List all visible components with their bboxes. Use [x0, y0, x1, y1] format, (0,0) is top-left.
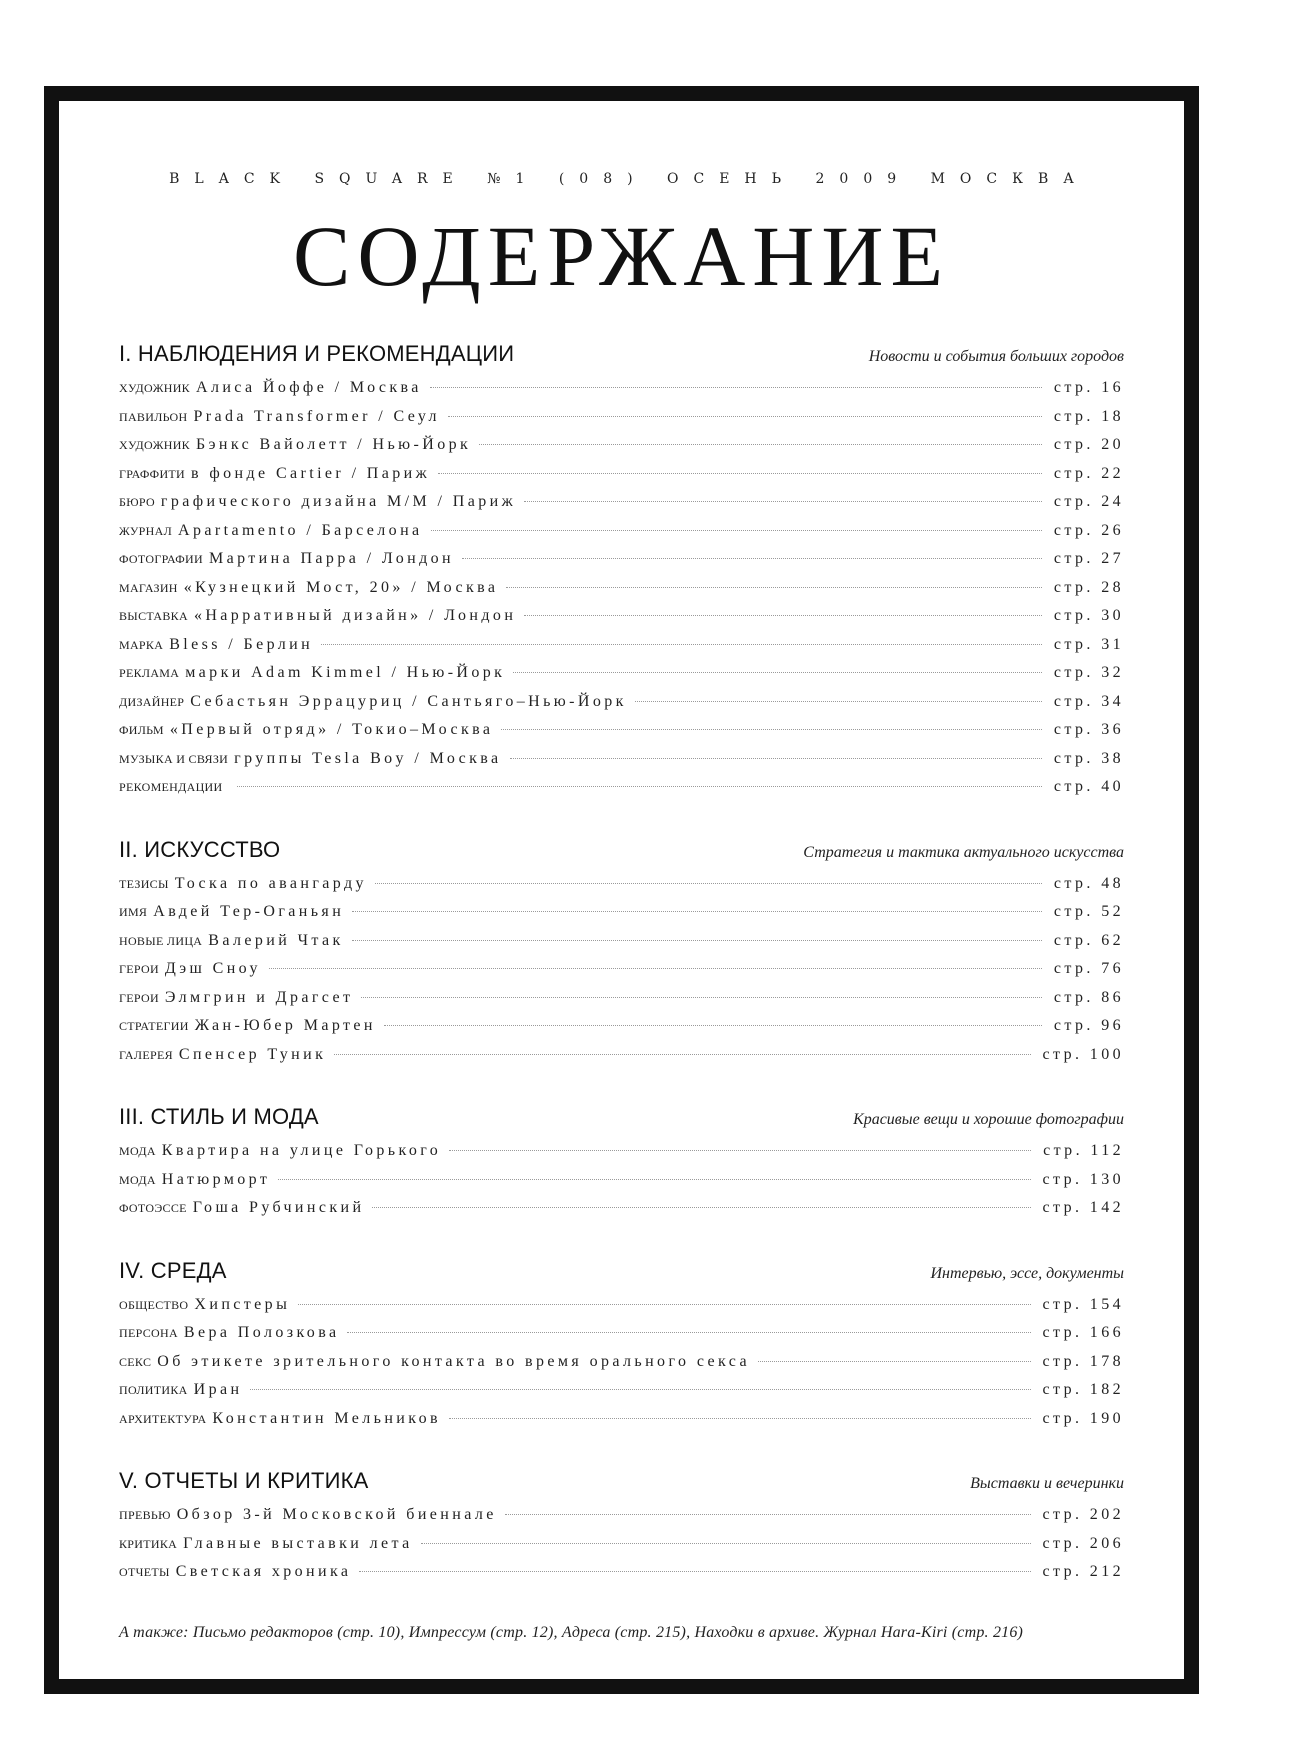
toc-entry[interactable]: [119, 875, 1124, 904]
entry-title: Об этикете зрительного контакта во время орального секса: [157, 1352, 750, 1370]
entry-title: Константин Мельников: [212, 1409, 441, 1427]
entry-page: стр. 206: [1042, 1534, 1124, 1552]
entry-page: стр. 212: [1042, 1563, 1124, 1580]
section-header: [119, 1468, 1124, 1494]
issue-line: BLACK SQUARE №1 (08) ОСЕНЬ 2009 МОСКВА: [169, 171, 1089, 187]
section-subtitle: Красивые вещи и хорошие фотографии: [853, 1111, 1124, 1128]
section-header: [119, 1258, 1124, 1284]
entry-title: Иран: [193, 1381, 243, 1398]
entry-category: ПОЛИТИКА: [119, 1383, 188, 1397]
dot-leader: [448, 416, 1042, 417]
entry-page: стр. 32: [1053, 664, 1124, 681]
dot-leader: [524, 615, 1042, 616]
entry-category: ФОТОЭССЕ: [119, 1201, 187, 1215]
section-title: V. ОТЧЕТЫ И КРИТИКА: [119, 1468, 369, 1493]
toc-entry[interactable]: [119, 436, 1124, 465]
entry-title: Обзор 3-й Московской биеннале: [176, 1506, 497, 1523]
page-title: СОДЕРЖАНИЕ: [292, 208, 951, 304]
entry-page: стр. 142: [1042, 1199, 1124, 1216]
section-title: I. НАБЛЮДЕНИЯ И РЕКОМЕНДАЦИИ: [119, 341, 515, 366]
entry-title: марки Adam Kimmel / Нью-Йорк: [185, 664, 506, 681]
entry-page: стр. 130: [1042, 1170, 1124, 1188]
toc-entry[interactable]: [119, 1046, 1124, 1075]
entry-title: Хипстеры: [194, 1295, 291, 1313]
dot-leader: [758, 1361, 1031, 1362]
entry-category: ОБЩЕСТВО: [119, 1297, 189, 1312]
section-header: [119, 837, 1124, 863]
toc-entry[interactable]: [119, 465, 1124, 494]
toc-entry[interactable]: [119, 493, 1124, 522]
entry-page: стр. 38: [1053, 749, 1124, 767]
page-frame: [44, 86, 1199, 1694]
entry-category: ТЕЗИСЫ: [119, 876, 169, 891]
entry-page: стр. 52: [1053, 903, 1124, 920]
toc-entry[interactable]: [119, 1381, 1124, 1410]
entry-category: ПАВИЛЬОН: [119, 409, 188, 424]
entry-category: МАРКА: [119, 637, 164, 652]
entry-category: МОДА: [119, 1144, 156, 1158]
entry-title: Элмгрин и Драгсет: [164, 988, 354, 1006]
entry-category: РЕКОМЕНДАЦИИ: [119, 780, 223, 794]
toc-entry[interactable]: [119, 932, 1124, 961]
toc-entry[interactable]: [119, 1142, 1124, 1171]
toc-entry[interactable]: [119, 1296, 1124, 1325]
entry-category: ХУДОЖНИК: [119, 438, 190, 452]
dot-leader: [352, 940, 1042, 941]
toc-entry[interactable]: [119, 379, 1124, 408]
dot-leader: [449, 1150, 1031, 1151]
toc-entry[interactable]: [119, 1506, 1124, 1535]
toc-entry[interactable]: [119, 1563, 1124, 1592]
entry-page: стр. 190: [1042, 1409, 1124, 1427]
entry-page: стр. 26: [1053, 521, 1124, 539]
dot-leader: [250, 1389, 1030, 1390]
entry-title: «Нарративный дизайн» / Лондон: [193, 607, 517, 624]
entry-category: МУЗЫКА И СВЯЗИ: [119, 751, 229, 766]
dot-leader: [462, 558, 1042, 559]
entry-page: стр. 166: [1042, 1324, 1124, 1341]
entry-title: группы Tesla Boy / Москва: [234, 749, 502, 767]
entry-category: ГАЛЕРЕЯ: [119, 1047, 173, 1062]
toc-entry[interactable]: [119, 1324, 1124, 1353]
toc-section: [119, 1104, 1124, 1228]
entry-title: Жан-Юбер Мартен: [194, 1017, 376, 1034]
section-title: II. ИСКУССТВО: [119, 836, 281, 862]
entry-category: ХУДОЖНИК: [119, 381, 190, 395]
dot-leader: [352, 911, 1042, 912]
toc-entry[interactable]: [119, 664, 1124, 693]
toc-entry[interactable]: [119, 750, 1124, 779]
entry-title: Главные выставки лета: [183, 1534, 413, 1552]
entry-category: ГЕРОИ: [119, 962, 159, 976]
entry-category: МАГАЗИН: [119, 580, 178, 595]
entry-title: Prada Transformer / Сеул: [193, 407, 440, 425]
entry-page: стр. 202: [1042, 1506, 1124, 1523]
entry-page: стр. 28: [1053, 578, 1124, 596]
dot-leader: [347, 1332, 1030, 1333]
toc-entry[interactable]: [119, 721, 1124, 750]
entry-page: стр. 76: [1053, 960, 1124, 977]
dot-leader: [237, 786, 1042, 787]
dot-leader: [506, 587, 1042, 588]
entry-page: стр. 100: [1042, 1045, 1124, 1063]
entry-page: стр. 16: [1053, 379, 1124, 396]
footer-note: А также: Письмо редакторов (стр. 10), Импрессум (стр. 12), Адреса (стр. 215), Находки в архиве. Журнал Hara-Kiri (стр. 216): [119, 1624, 1024, 1641]
entry-title: в фонде Cartier / Париж: [191, 464, 431, 482]
section-header: [119, 1104, 1124, 1130]
section-title: IV. СРЕДА: [119, 1257, 227, 1283]
toc-section: [119, 1258, 1124, 1439]
entry-category: БЮРО: [119, 495, 155, 509]
dot-leader: [298, 1304, 1030, 1305]
entry-page: стр. 178: [1042, 1352, 1124, 1370]
dot-leader: [524, 501, 1042, 502]
entry-title: «Первый отряд» / Токио–Москва: [169, 721, 494, 738]
entry-category: ПЕРСОНА: [119, 1326, 178, 1340]
dot-leader: [372, 1207, 1030, 1208]
dot-leader: [278, 1179, 1030, 1180]
dot-leader: [513, 672, 1042, 673]
entry-title: Мартина Парра / Лондон: [208, 550, 454, 567]
dot-leader: [635, 701, 1042, 702]
entry-title: Валерий Чтак: [208, 931, 344, 949]
entry-title: Дэш Сноу: [164, 960, 261, 977]
dot-leader: [384, 1025, 1042, 1026]
entry-category: ФИЛЬМ: [119, 723, 164, 737]
entry-category: СТРАТЕГИИ: [119, 1019, 189, 1033]
entry-category: ЖУРНАЛ: [119, 523, 173, 538]
entry-title: Авдей Тер-Оганьян: [153, 903, 345, 920]
toc-entry[interactable]: [119, 607, 1124, 636]
toc-section: [119, 341, 1124, 807]
dot-leader: [479, 444, 1042, 445]
toc-entry[interactable]: [119, 1353, 1124, 1382]
entry-title: «Кузнецкий Мост, 20» / Москва: [183, 578, 499, 596]
section-subtitle: Стратегия и тактика актуального искусства: [803, 843, 1124, 861]
entry-category: ГЕРОИ: [119, 990, 159, 1005]
entry-title: графического дизайна M/M / Париж: [160, 493, 517, 510]
toc-section: [119, 1468, 1124, 1592]
dot-leader: [359, 1571, 1030, 1572]
toc-entry[interactable]: [119, 960, 1124, 989]
entry-title: Квартира на улице Горького: [161, 1142, 442, 1159]
toc-entry[interactable]: [119, 778, 1124, 807]
entry-title: Bless / Берлин: [169, 635, 314, 653]
dot-leader: [505, 1514, 1031, 1515]
dot-leader: [449, 1418, 1031, 1419]
entry-title: Apartamento / Барселона: [178, 521, 423, 539]
entry-page: стр. 112: [1043, 1142, 1124, 1159]
entry-title: Гоша Рубчинский: [192, 1199, 365, 1216]
entry-title: Натюрморт: [161, 1170, 271, 1188]
section-subtitle: Новости и события больших городов: [868, 348, 1124, 365]
entry-page: стр. 36: [1053, 721, 1124, 738]
dot-leader: [375, 883, 1042, 884]
entry-page: стр. 27: [1053, 550, 1124, 567]
entry-title: Тоска по авангарду: [174, 874, 367, 892]
entry-title: Вера Полозкова: [183, 1324, 340, 1341]
entry-page: стр. 18: [1053, 407, 1124, 425]
toc-entry[interactable]: [119, 636, 1124, 665]
entry-page: стр. 34: [1053, 692, 1124, 710]
entry-category: ДИЗАЙНЕР: [119, 694, 185, 709]
toc-entry[interactable]: [119, 1410, 1124, 1439]
entry-category: ОТЧЕТЫ: [119, 1565, 170, 1579]
toc-entry[interactable]: [119, 1535, 1124, 1564]
entry-category: ГРАФФИТИ: [119, 466, 186, 481]
dot-leader: [430, 387, 1042, 388]
entry-title: Алиса Йоффе / Москва: [196, 379, 422, 396]
entry-category: МОДА: [119, 1172, 156, 1187]
dot-leader: [501, 729, 1042, 730]
entry-page: стр. 24: [1053, 493, 1124, 510]
toc-entry[interactable]: [119, 408, 1124, 437]
entry-category: КРИТИКА: [119, 1536, 178, 1551]
entry-category: НОВЫЕ ЛИЦА: [119, 933, 203, 948]
entry-page: стр. 48: [1053, 874, 1124, 892]
entry-page: стр. 30: [1053, 607, 1124, 624]
toc-entry[interactable]: [119, 1017, 1124, 1046]
section-subtitle: Выставки и вечеринки: [970, 1475, 1124, 1492]
dot-leader: [510, 758, 1042, 759]
toc-entry[interactable]: [119, 1199, 1124, 1228]
dot-leader: [361, 997, 1042, 998]
entry-category: ВЫСТАВКА: [119, 609, 188, 623]
entry-page: стр. 31: [1053, 635, 1124, 653]
entry-page: стр. 86: [1053, 988, 1124, 1006]
section-subtitle: Интервью, эссе, документы: [930, 1264, 1124, 1282]
toc-entry[interactable]: [119, 522, 1124, 551]
section-header: [119, 341, 1124, 367]
entry-title: Себастьян Эррацуриц / Сантьяго–Нью-Йорк: [190, 692, 627, 710]
toc-section: [119, 837, 1124, 1075]
entry-category: СЕКС: [119, 1354, 152, 1369]
entry-category: РЕКЛАМА: [119, 666, 180, 680]
dot-leader: [334, 1054, 1030, 1055]
dot-leader: [321, 644, 1042, 645]
entry-page: стр. 40: [1053, 778, 1124, 795]
toc-entry[interactable]: [119, 903, 1124, 932]
toc-entry[interactable]: [119, 693, 1124, 722]
entry-page: стр. 20: [1053, 436, 1124, 453]
section-title: III. СТИЛЬ И МОДА: [119, 1104, 319, 1129]
entry-title: Бэнкс Вайолетт / Нью-Йорк: [196, 436, 472, 453]
toc-entry[interactable]: [119, 550, 1124, 579]
entry-page: стр. 22: [1053, 464, 1124, 482]
dot-leader: [421, 1543, 1031, 1544]
entry-page: стр. 62: [1053, 931, 1124, 949]
toc-entry[interactable]: [119, 989, 1124, 1018]
dot-leader: [431, 530, 1042, 531]
dot-leader: [269, 968, 1042, 969]
entry-category: ИМЯ: [119, 905, 148, 919]
entry-title: Спенсер Туник: [178, 1045, 327, 1063]
entry-page: стр. 96: [1053, 1017, 1124, 1034]
dot-leader: [438, 473, 1042, 474]
entry-category: ФОТОГРАФИИ: [119, 552, 203, 566]
entry-page: стр. 154: [1042, 1295, 1124, 1313]
toc-entry[interactable]: [119, 579, 1124, 608]
table-of-contents: [119, 341, 1124, 1592]
entry-category: АРХИТЕКТУРА: [119, 1411, 207, 1426]
entry-title: Светская хроника: [175, 1563, 352, 1580]
toc-entry[interactable]: [119, 1171, 1124, 1200]
entry-page: стр. 182: [1042, 1381, 1124, 1398]
entry-category: ПРЕВЬЮ: [119, 1508, 171, 1522]
